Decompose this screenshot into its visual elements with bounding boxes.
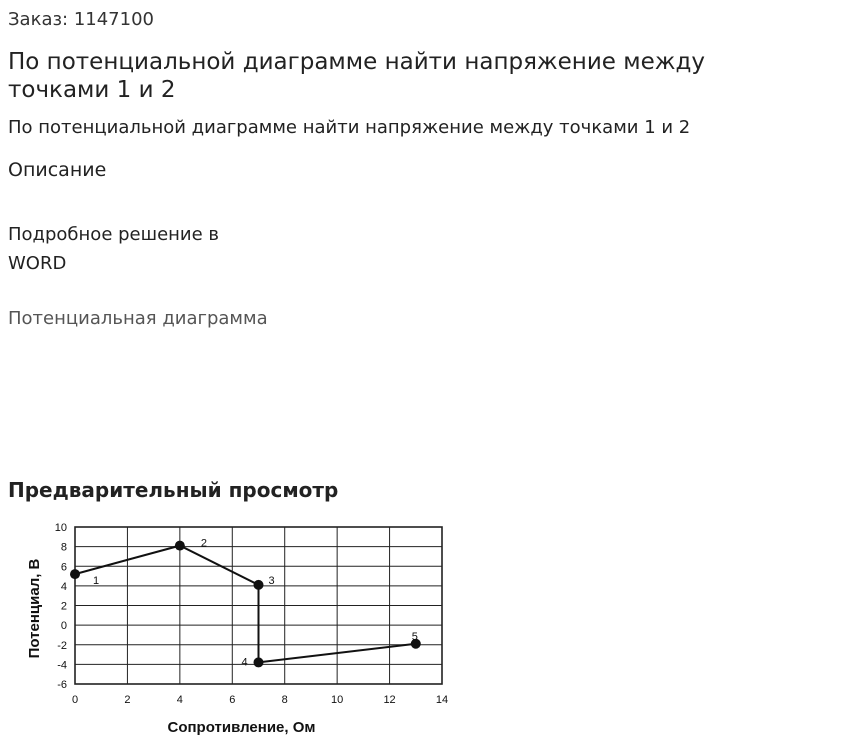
- description-heading: Описание: [8, 159, 107, 181]
- data-point-2: [175, 541, 185, 551]
- data-point-label-2: 2: [200, 537, 207, 550]
- x-tick-label: 12: [383, 694, 396, 706]
- y-tick-label: 0: [60, 620, 67, 633]
- potential-diagram: [20, 518, 460, 743]
- diagram-caption: Потенциальная диаграмма: [8, 308, 268, 329]
- x-tick-label: 10: [331, 694, 344, 706]
- preview-heading: Предварительный просмотр: [8, 478, 339, 502]
- data-point-label-1: 1: [93, 575, 100, 588]
- y-tick-label: 4: [60, 580, 67, 593]
- potential-diagram-svg: [20, 518, 460, 743]
- y-tick-label: 10: [54, 522, 67, 534]
- x-tick-label: 14: [435, 694, 449, 706]
- y-tick-label: -6: [57, 679, 67, 691]
- x-tick-label: 2: [124, 694, 131, 706]
- x-tick-label: 4: [176, 694, 183, 706]
- x-axis-title: Сопротивление, Ом: [167, 719, 316, 736]
- data-point-1: [70, 569, 80, 579]
- page-title: По потенциальной диаграмме найти напряжение между точками 1 и 2: [8, 49, 705, 103]
- x-tick-label: 0: [71, 694, 79, 706]
- y-tick-label: 8: [60, 541, 67, 554]
- task-statement: По потенциальной диаграмме найти напряжение между точками 1 и 2: [8, 117, 691, 138]
- order-number: Заказ: 1147100: [8, 9, 154, 30]
- data-point-label-4: 4: [241, 656, 248, 669]
- y-tick-label: -2: [57, 639, 67, 652]
- y-tick-label: 2: [60, 600, 67, 613]
- description-body: Подробное решение в WORD: [8, 224, 220, 274]
- data-point-3: [254, 580, 264, 590]
- y-axis-title: Потенциал, В: [26, 558, 43, 659]
- data-point-4: [254, 657, 264, 667]
- y-tick-label: -4: [57, 659, 67, 672]
- y-tick-label: 6: [60, 561, 67, 574]
- data-point-label-5: 5: [411, 630, 418, 643]
- x-tick-label: 8: [281, 694, 288, 706]
- x-tick-label: 6: [229, 694, 236, 706]
- data-point-label-3: 3: [268, 574, 275, 587]
